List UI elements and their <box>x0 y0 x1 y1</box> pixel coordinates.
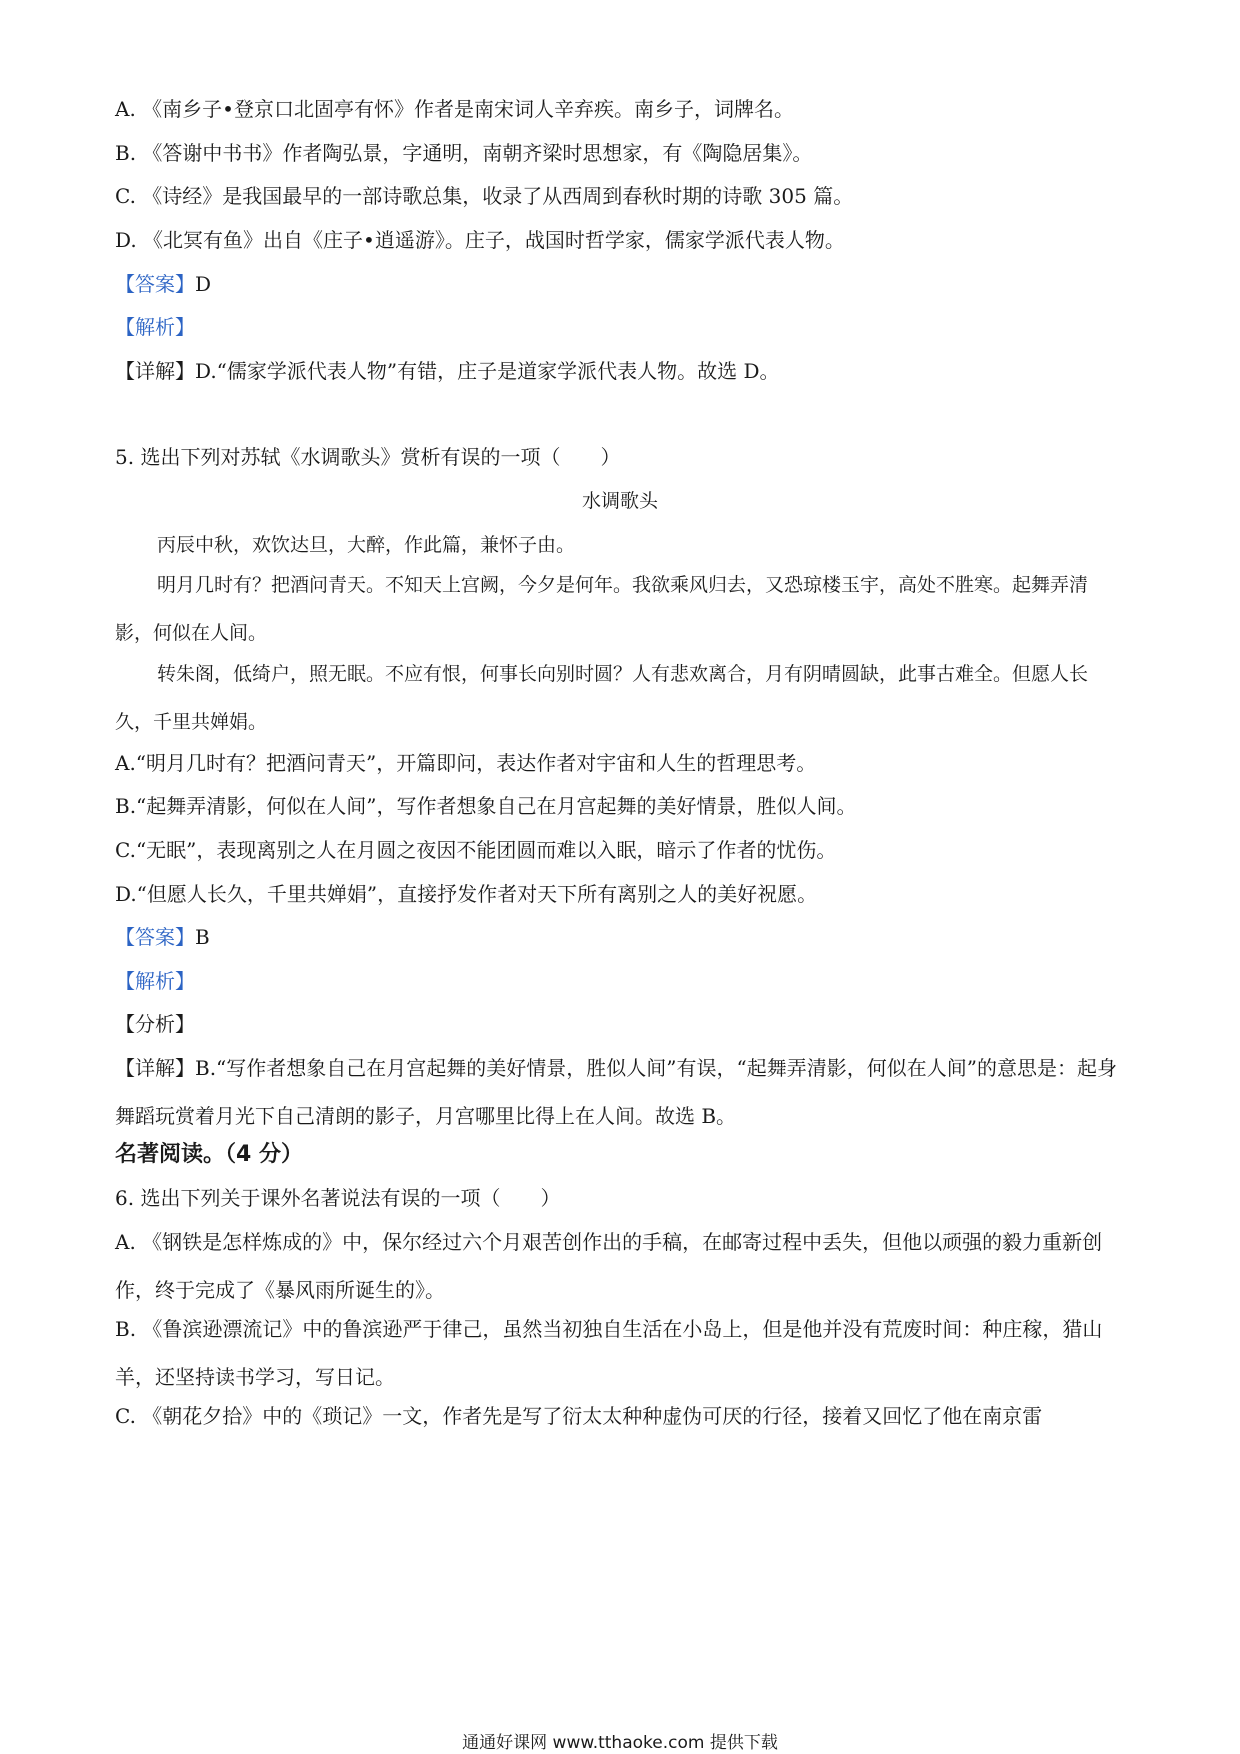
q6-question: 6. 选出下列关于课外名著说法有误的一项（ ） <box>115 1186 561 1210</box>
q6-option-c: C. 《朝花夕拾》中的《琐记》一文，作者先是写了衍太太种种虚伪可厌的行径，接着又回忆了他在南京雷 <box>115 1404 1043 1428</box>
q6-option-b: B. 《鲁滨逊漂流记》中的鲁滨逊严于律己，虽然当初独自生活在小岛上，但是他并没有荒废时间：种庄稼，猎山羊，还坚持读书学习，写日记。 <box>115 1317 1103 1389</box>
q6-option-a: A. 《钢铁是怎样炼成的》中，保尔经过六个月艰苦创作出的手稿，在邮寄过程中丢失，但他以顽强的毅力重新创作，终于完成了《暴风雨所诞生的》。 <box>115 1230 1103 1302</box>
q4-answer-row <box>115 270 1125 298</box>
poem-stanza-2: 转朱阁，低绮户，照无眠。不应有恨，何事长向别时圆？人有悲欢离合，月有阴晴圆缺，此事古难全。但愿人长久，千里共婵娟。 <box>115 663 1089 733</box>
q4-option-b: B. 《答谢中书书》作者陶弘景，字通明，南朝齐梁时思想家，有《陶隐居集》。 <box>115 141 813 165</box>
q5-question: 5. 选出下列对苏轼《水调歌头》赏析有误的一项（ ） <box>115 445 621 469</box>
answer-value: B <box>195 925 210 949</box>
page-footer: 通通好课网 www.tthaoke.com 提供下载 <box>462 1733 778 1753</box>
section-title: 名著阅读。（4 分） <box>115 1142 303 1167</box>
q4-option-a: A. 《南乡子•登京口北固亭有怀》作者是南宋词人辛弃疾。南乡子，词牌名。 <box>115 97 794 121</box>
analysis-tag: 【解析】 <box>115 315 195 339</box>
q5-answer-row <box>115 923 1125 951</box>
q4-option-c: C. 《诗经》是我国最早的一部诗歌总集，收录了从西周到春秋时期的诗歌 305 篇。 <box>115 184 854 208</box>
q5-option-b: B.“起舞弄清影，何似在人间”，写作者想象自己在月宫起舞的美好情景，胜似人间。 <box>115 794 857 818</box>
poem-preface: 丙辰中秋，欢饮达旦，大醉，作此篇，兼怀子由。 <box>157 534 576 556</box>
q5-option-a: A.“明月几时有？把酒问青天”，开篇即问，表达作者对宇宙和人生的哲理思考。 <box>115 751 817 775</box>
analysis-tag: 【解析】 <box>115 969 195 993</box>
poem-title: 水调歌头 <box>581 490 658 512</box>
q5-option-c: C.“无眠”，表现离别之人在月圆之夜因不能团圆而难以入眠，暗示了作者的忧伤。 <box>115 838 837 862</box>
q5-fenxi: 【分析】 <box>115 1012 195 1036</box>
q4-detail: 【详解】D.“儒家学派代表人物”有错，庄子是道家学派代表人物。故选 D。 <box>115 359 780 383</box>
answer-tag: 【答案】 <box>115 272 195 296</box>
q5-option-d: D.“但愿人长久，千里共婵娟”，直接抒发作者对天下所有离别之人的美好祝愿。 <box>115 882 818 906</box>
poem-stanza-1: 明月几时有？把酒问青天。不知天上宫阙，今夕是何年。我欲乘风归去，又恐琼楼玉宇，高处不胜寒。起舞弄清影，何似在人间。 <box>115 574 1089 644</box>
q4-option-d: D. 《北冥有鱼》出自《庄子•逍遥游》。庄子，战国时哲学家，儒家学派代表人物。 <box>115 228 845 252</box>
answer-tag: 【答案】 <box>115 925 195 949</box>
q5-detail: 【详解】B.“写作者想象自己在月宫起舞的美好情景，胜似人间”有误，“起舞弄清影，何似在人间”的意思是：起身舞蹈玩赏着月光下自己清朗的影子，月宫哪里比得上在人间。故选 B。 <box>115 1056 1117 1128</box>
answer-value: D <box>195 272 212 296</box>
